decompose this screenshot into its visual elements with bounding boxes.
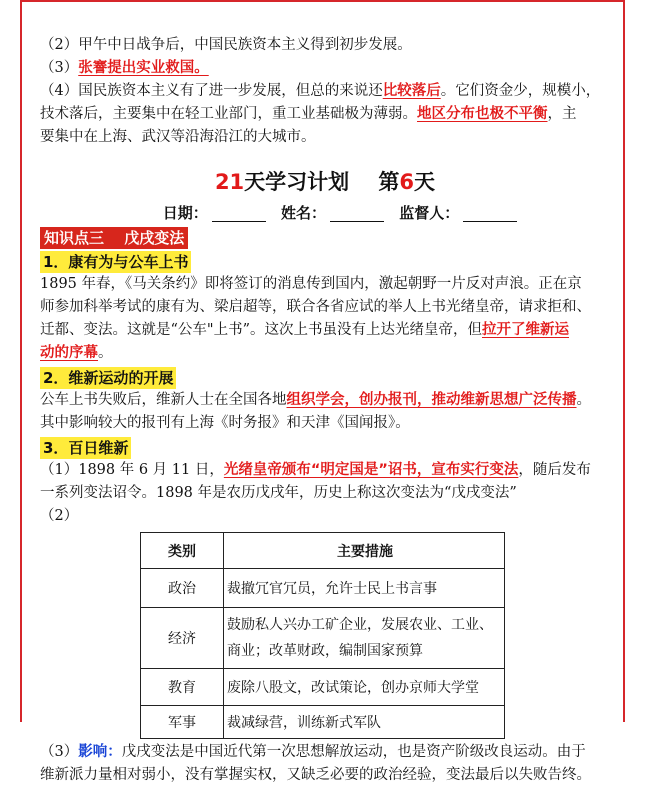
text-line <box>40 459 610 482</box>
name-blank <box>330 205 384 222</box>
supervisor-blank <box>463 205 517 222</box>
table-header: 主要措施 <box>224 533 505 569</box>
paragraph-text: （2）甲午中日战争后，中国民族资本主义得到初步发展。 <box>40 37 412 53</box>
section-heading: 1．康有为与公车上书 <box>40 251 191 273</box>
paragraph-text: 。 <box>98 345 113 361</box>
name-label: 姓名： <box>280 204 326 222</box>
paragraph-text: 维新派力量相对弱小，没有掌握实权，又缺乏必要的政治经验，变法最后以失败告终。 <box>40 767 591 783</box>
title-number: 6 <box>399 170 415 194</box>
paragraph-text: 一系列变法诏令。1898 年是农历戊戌年，历史上称这次变法为“戊戌变法” <box>40 485 517 501</box>
paragraph-text: 迁都、变法。这就是“公车"上书”。这次上书虽没有上达光绪皇帝，但 <box>40 322 482 338</box>
text-line <box>40 126 610 149</box>
text-line <box>40 296 610 319</box>
text-line <box>40 80 610 103</box>
paragraph-text: 戊戌变法是中国近代第一次思想解放运动，也是资产阶级改良运动。由于 <box>121 744 586 760</box>
table-row <box>141 608 505 669</box>
table-header: 类别 <box>141 533 224 569</box>
table-cell: 军事 <box>141 706 224 739</box>
table-row <box>141 569 505 608</box>
paragraph-text: 。 <box>576 392 591 408</box>
paragraph-text: （4）国民族资本主义有了进一步发展，但总的来说还 <box>40 83 383 99</box>
date-blank <box>212 205 266 222</box>
supervisor-label: 监督人： <box>399 204 460 222</box>
meta-row <box>80 199 610 227</box>
text-line <box>40 342 610 365</box>
highlight-text: 光绪皇帝颁布“明定国是”诏书，宣布实行变法 <box>223 462 519 478</box>
text-line <box>40 273 610 296</box>
text-line <box>40 764 610 787</box>
text-line <box>40 389 610 412</box>
table-cell: 裁减绿营，训练新式军队 <box>224 706 505 739</box>
paragraph-text: （3） <box>40 744 79 760</box>
highlight-text: 张謇提出实业救国。 <box>78 60 209 76</box>
title-number: 21 <box>214 170 245 194</box>
text-line <box>40 57 610 80</box>
highlight-text: 比较落后 <box>382 83 441 99</box>
paragraph-text: 公车上书失败后，维新人士在全国各地 <box>40 392 287 408</box>
document-body <box>40 36 610 787</box>
text-line <box>40 319 610 342</box>
text-line <box>40 34 610 57</box>
highlight-text: 地区分布也极不平衡 <box>417 106 548 122</box>
table-cell: 鼓励私人兴办工矿企业，发展农业、工业、商业；改革财政，编制国家预算 <box>224 608 505 669</box>
table-cell: 裁撤冗官冗员，允许士民上书言事 <box>224 569 505 608</box>
table-row <box>141 706 505 739</box>
knowledge-point-heading: 知识点三 戊戌变法 <box>40 227 188 249</box>
paragraph-text: 其中影响较大的报刊有上海《时务报》和天津《国闻报》。 <box>40 415 410 431</box>
table-cell: 政治 <box>141 569 224 608</box>
paragraph-text: ，主 <box>547 106 577 122</box>
text-line <box>40 505 610 528</box>
date-label: 日期： <box>162 204 208 222</box>
text-line <box>40 482 610 505</box>
table-header-row <box>141 533 505 569</box>
text-line <box>40 741 610 764</box>
paragraph-text: 。它们资金少，规模小， <box>440 83 601 99</box>
paragraph-text: ，随后发布 <box>518 462 591 478</box>
title-text: 天学习计划 <box>244 170 350 194</box>
highlight-text: 动的序幕 <box>40 345 98 361</box>
title-text: 天 <box>414 170 436 194</box>
section-heading: 3．百日维新 <box>40 437 131 459</box>
highlight-text: 拉开了维新运 <box>482 322 569 338</box>
table-row <box>141 669 505 706</box>
paragraph-text: 技术落后，主要集中在轻工业部门，重工业基础极为薄弱。 <box>40 106 417 122</box>
impact-label: 影响： <box>78 744 122 760</box>
text-line <box>40 412 610 435</box>
paragraph-text: （3） <box>40 60 79 76</box>
highlight-text: 组织学会，创办报刊，推动维新思想广泛传播 <box>286 392 577 408</box>
section-heading: 2．维新运动的开展 <box>40 367 176 389</box>
reform-measures-table <box>140 532 505 739</box>
table-cell: 废除八股文，改试策论，创办京师大学堂 <box>224 669 505 706</box>
title-text: 第 <box>378 170 400 194</box>
table-cell: 教育 <box>141 669 224 706</box>
paragraph-text: （1）1898 年 6 月 11 日， <box>40 462 224 478</box>
paragraph-text: 师参加科举考试的康有为、梁启超等，联合各省应试的举人上书光绪皇帝，请求拒和、 <box>40 299 591 315</box>
table-cell: 经济 <box>141 608 224 669</box>
paragraph-text: 1895 年春，《马关条约》即将签订的消息传到国内，激起朝野一片反对声浪。正在京 <box>40 276 582 292</box>
paragraph-text: 要集中在上海、武汉等沿海沿江的大城市。 <box>40 129 316 145</box>
text-line <box>40 103 610 126</box>
paragraph-text: （2） <box>40 508 79 524</box>
plan-title <box>40 165 610 199</box>
